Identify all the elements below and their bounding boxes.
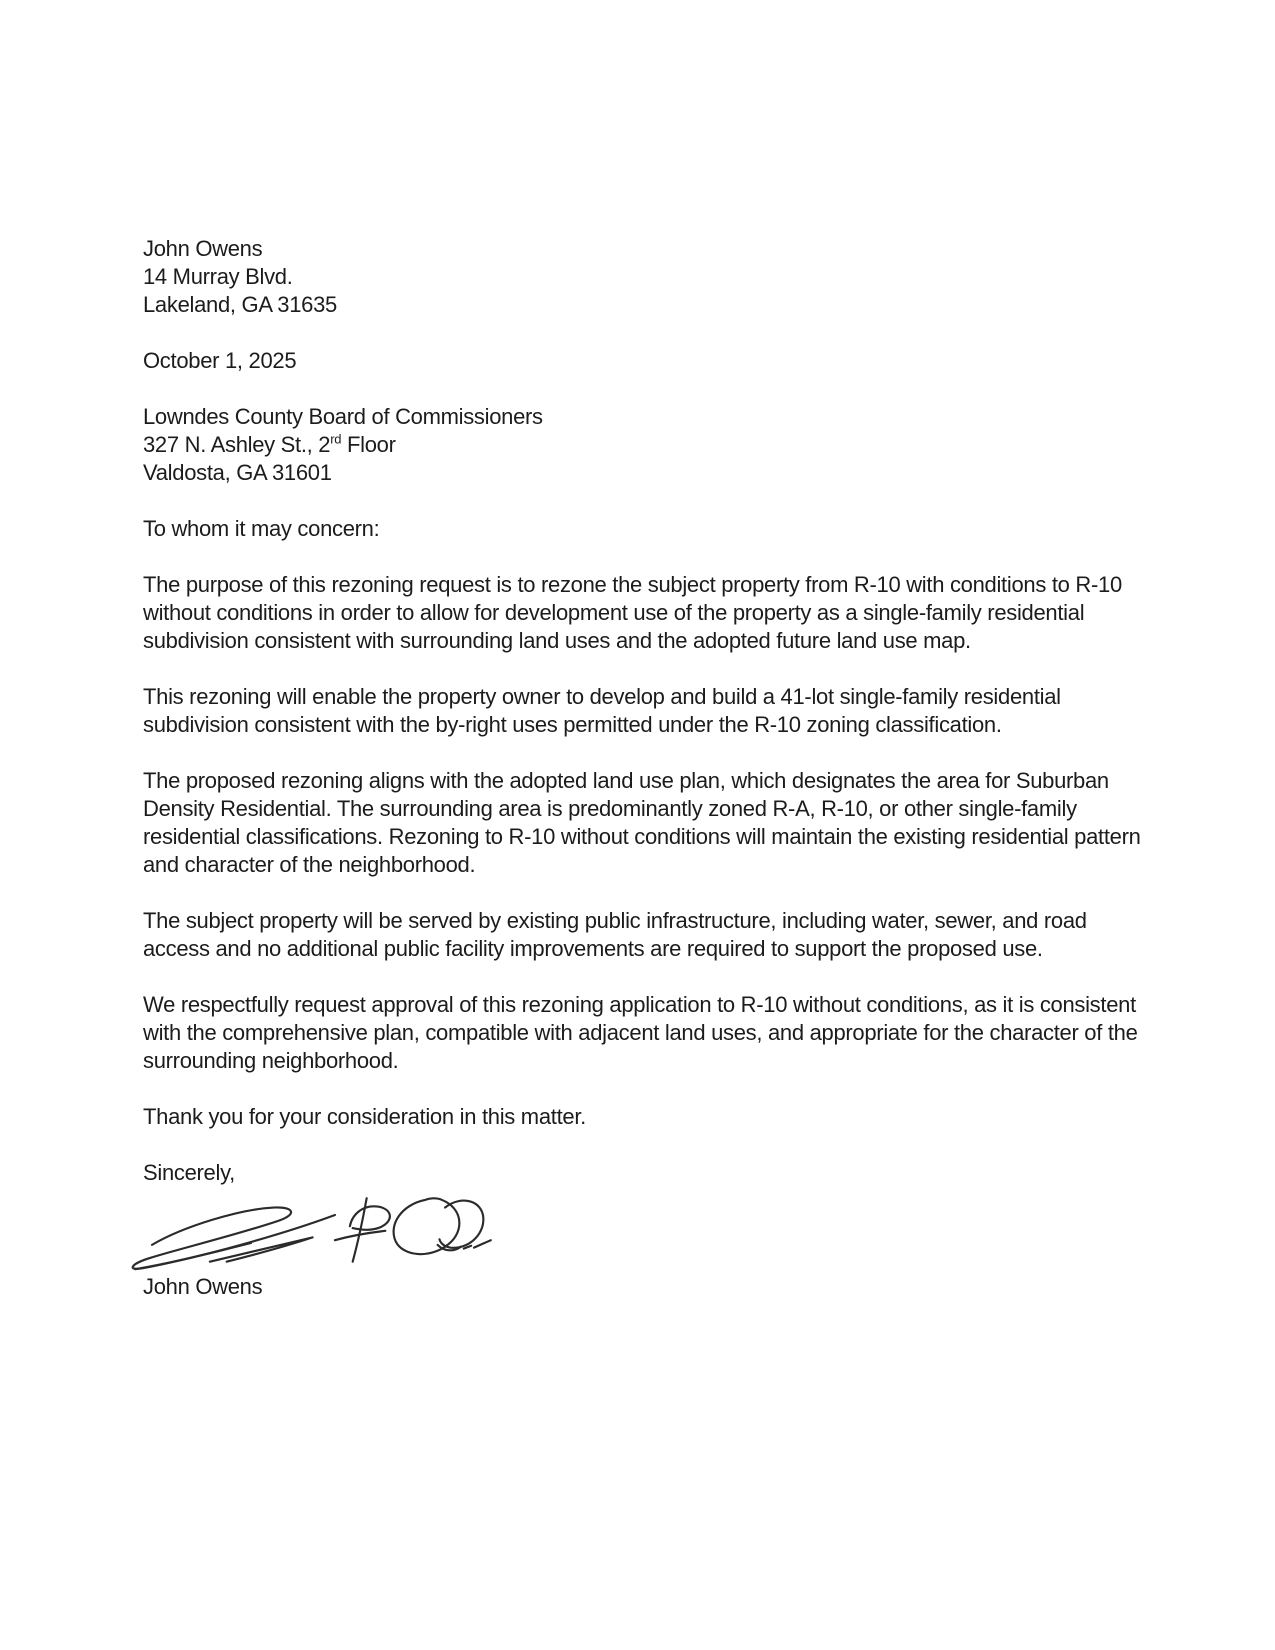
- body-paragraph-2: This rezoning will enable the property owner to develop and build a 41-lot single-family residential subdivision consistent with the by-right uses permitted under the R-10 zoning classification.: [143, 684, 1061, 737]
- recipient-name: Lowndes County Board of Commissioners: [143, 404, 543, 429]
- recipient-street-prefix: 327 N. Ashley St., 2: [143, 432, 331, 457]
- recipient-street-ordinal: rd: [330, 431, 342, 447]
- signature-name: John Owens: [143, 1274, 263, 1299]
- signature-stroke-o-right: [439, 1201, 483, 1248]
- signature-stroke-diagonal: [135, 1215, 335, 1269]
- salutation: To whom it may concern:: [143, 516, 380, 541]
- handwritten-signature: [105, 1187, 507, 1271]
- sender-name: John Owens: [143, 236, 263, 261]
- letter-content: [143, 235, 1148, 1301]
- body-paragraph-1: The purpose of this rezoning request is to rezone the subject property from R-10 with conditions to R-10 without conditions in order to allow for development use of the property as a single-family residential subdivision consistent with surrounding land uses and the adopted future land use map.: [143, 572, 1122, 653]
- body-paragraph-4: The subject property will be served by existing public infrastructure, including water, sewer, and road access and no additional public facility improvements are required to support the proposed use.: [143, 908, 1087, 961]
- closing-label: Sincerely,: [143, 1160, 235, 1185]
- signature-stroke-p-bowl: [350, 1206, 390, 1229]
- sender-city-state-zip: Lakeland, GA 31635: [143, 292, 337, 317]
- signature-stroke-o-left: [394, 1198, 460, 1254]
- recipient-street: [143, 431, 1148, 459]
- recipient-address-block: [143, 403, 1148, 487]
- body-paragraph-3: The proposed rezoning aligns with the adopted land use plan, which designates the area for Suburban Density Residential. The surrounding area is predominantly zoned R-A, R-10, or other single-family residential classifications. Rezoning to R-10 without conditions will maintain the existing residential pattern and character of the neighborhood.: [143, 768, 1141, 877]
- letter-date: October 1, 2025: [143, 348, 297, 373]
- sender-street: 14 Murray Blvd.: [143, 264, 293, 289]
- sender-address-block: [143, 235, 1148, 319]
- body-paragraph-6: Thank you for your consideration in this matter.: [143, 1104, 586, 1129]
- signature-icon: [105, 1187, 507, 1271]
- body-paragraph-5: We respectfully request approval of this rezoning application to R-10 without conditions, as it is consistent with the comprehensive plan, compatible with adjacent land uses, and appropriate for the character of the surrounding neighborhood.: [143, 992, 1138, 1073]
- recipient-street-suffix: Floor: [341, 432, 396, 457]
- recipient-city-state-zip: Valdosta, GA 31601: [143, 460, 332, 485]
